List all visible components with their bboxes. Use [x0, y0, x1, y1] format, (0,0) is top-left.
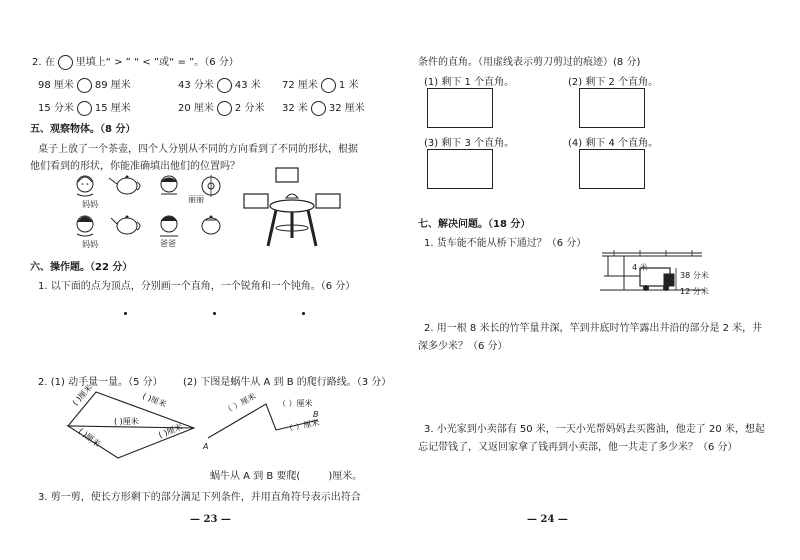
teapot-icon — [109, 176, 140, 195]
rectangle-cut-2[interactable] — [579, 88, 645, 128]
snail-label: （ ）厘米 — [284, 417, 321, 434]
label-mama: 妈妈 — [82, 200, 98, 209]
compare-circle[interactable] — [311, 101, 326, 116]
measure-label: ( )厘米 — [141, 391, 168, 410]
page-number-right: — 24 — — [527, 514, 568, 525]
compare-circle[interactable] — [321, 78, 336, 93]
truck-height-label: 38 分米 — [680, 271, 709, 280]
option-4: (4) 剩下 4 个直角。 — [568, 138, 659, 149]
compare-item[interactable]: 15 分米 15 厘米 — [38, 99, 131, 116]
baba-face-icon — [160, 216, 178, 236]
snail-label: （ ）厘米 — [222, 391, 258, 416]
section-5-text: 桌子上放了一个茶壶，四个人分别从不同的方向看到了不同的形状，根据 — [38, 144, 358, 155]
compare-circle-sample — [58, 55, 73, 70]
section-7-q2-line1: 2. 用一根 8 米长的竹竿量井深，竿到井底时竹竿露出井沿的部分是 2 米，井 — [424, 323, 763, 334]
measure-label: ( )厘米 — [157, 422, 184, 440]
section-7-title: 七、解决问题。（18 分） — [418, 219, 531, 230]
teapot-top-view-icon — [202, 175, 220, 197]
rectangle-cut-1[interactable] — [427, 88, 493, 128]
answer-box-right[interactable] — [316, 194, 340, 208]
q3-continued: 条件的直角。（用虚线表示剪刀剪过的痕迹）(8 分) — [418, 57, 641, 68]
page-number-left: — 23 — — [190, 514, 231, 525]
section-6-q3: 3. 剪一剪，使长方形剩下的部分满足下列条件，并用直角符号表示出符合 — [38, 492, 361, 503]
section-7-q3-line1: 3. 小光家到小卖部有 50 米，一天小光帮妈妈去买酱油，他走了 20 米，想起 — [424, 424, 765, 435]
compare-circle[interactable] — [217, 78, 232, 93]
compare-item[interactable]: 72 厘米 1 米 — [282, 76, 358, 93]
section-6-title: 六、操作题。（22 分） — [30, 262, 133, 273]
teapot-back-icon — [202, 216, 220, 235]
compare-circle[interactable] — [217, 101, 232, 116]
measure-label: ( )厘米 — [114, 417, 139, 426]
section-7-q1: 1. 货车能不能从桥下通过？（6 分） — [424, 238, 587, 249]
measure-figure — [62, 382, 202, 461]
compare-item[interactable]: 98 厘米 89 厘米 — [38, 76, 131, 93]
bridge-height-label: 4 米 — [632, 263, 648, 272]
vertex-point[interactable] — [302, 312, 305, 315]
vertex-point[interactable] — [124, 312, 127, 315]
snail-label: （ ）厘米 — [278, 399, 313, 408]
label-lili: 丽丽 — [188, 195, 204, 204]
snail-answer[interactable]: 蜗牛从 A 到 B 要爬( )厘米。 — [210, 471, 363, 482]
compare-circle[interactable] — [77, 101, 92, 116]
answer-box-left[interactable] — [244, 194, 268, 208]
label-mama: 妈妈 — [82, 240, 98, 249]
option-1: (1) 剩下 1 个直角。 — [424, 77, 515, 88]
section-5-title: 五、观察物体。（8 分） — [30, 124, 136, 135]
section-6-q2-part2: (2) 下图是蜗牛从 A 到 B 的爬行路线。（3 分） — [183, 377, 392, 388]
teapot-side-icon — [111, 216, 140, 235]
mama-face-icon — [77, 176, 93, 196]
compare-question-title: 2. 在 里填上“ > ” “ < ”或“ = ”。（6 分） — [32, 53, 239, 70]
compare-item[interactable]: 32 米 32 厘米 — [282, 99, 365, 116]
vertex-point[interactable] — [213, 312, 216, 315]
mama-face-icon — [77, 216, 93, 236]
section-6-q1: 1. 以下面的点为顶点，分别画一个直角，一个锐角和一个钝角。（6 分） — [38, 281, 356, 292]
label-baba: 爸爸 — [160, 239, 176, 248]
measure-label: ( )厘米 — [70, 382, 95, 408]
section-5-text: 他们看到的形状，你能准确填出他们的位置吗？ — [30, 161, 240, 172]
rectangle-cut-3[interactable] — [427, 149, 493, 189]
point-b-label: B — [313, 410, 319, 419]
lili-face-icon — [161, 176, 177, 194]
section-7-q3-line2: 忘记带钱了，又返回家拿了钱再到小卖部，他一共走了多少米？（6 分） — [418, 442, 738, 453]
point-a-label: A — [203, 442, 209, 451]
option-2: (2) 剩下 2 个直角。 — [568, 77, 659, 88]
option-3: (3) 剩下 3 个直角。 — [424, 138, 515, 149]
table-diagram — [238, 168, 348, 248]
compare-item[interactable]: 43 分米 43 米 — [178, 76, 261, 93]
measure-label: ( )厘米 — [76, 426, 102, 449]
compare-circle[interactable] — [77, 78, 92, 93]
section-6-q2-part1: 2. (1) 动手量一量。（5 分） — [38, 377, 163, 388]
snail-path — [202, 392, 332, 452]
compare-item[interactable]: 20 厘米 2 分米 — [178, 99, 264, 116]
section-7-q2-line2: 深多少米？（6 分） — [418, 341, 508, 352]
truck-load-label: 12 分米 — [680, 287, 709, 296]
rectangle-cut-4[interactable] — [579, 149, 645, 189]
answer-box-top[interactable] — [276, 168, 298, 182]
